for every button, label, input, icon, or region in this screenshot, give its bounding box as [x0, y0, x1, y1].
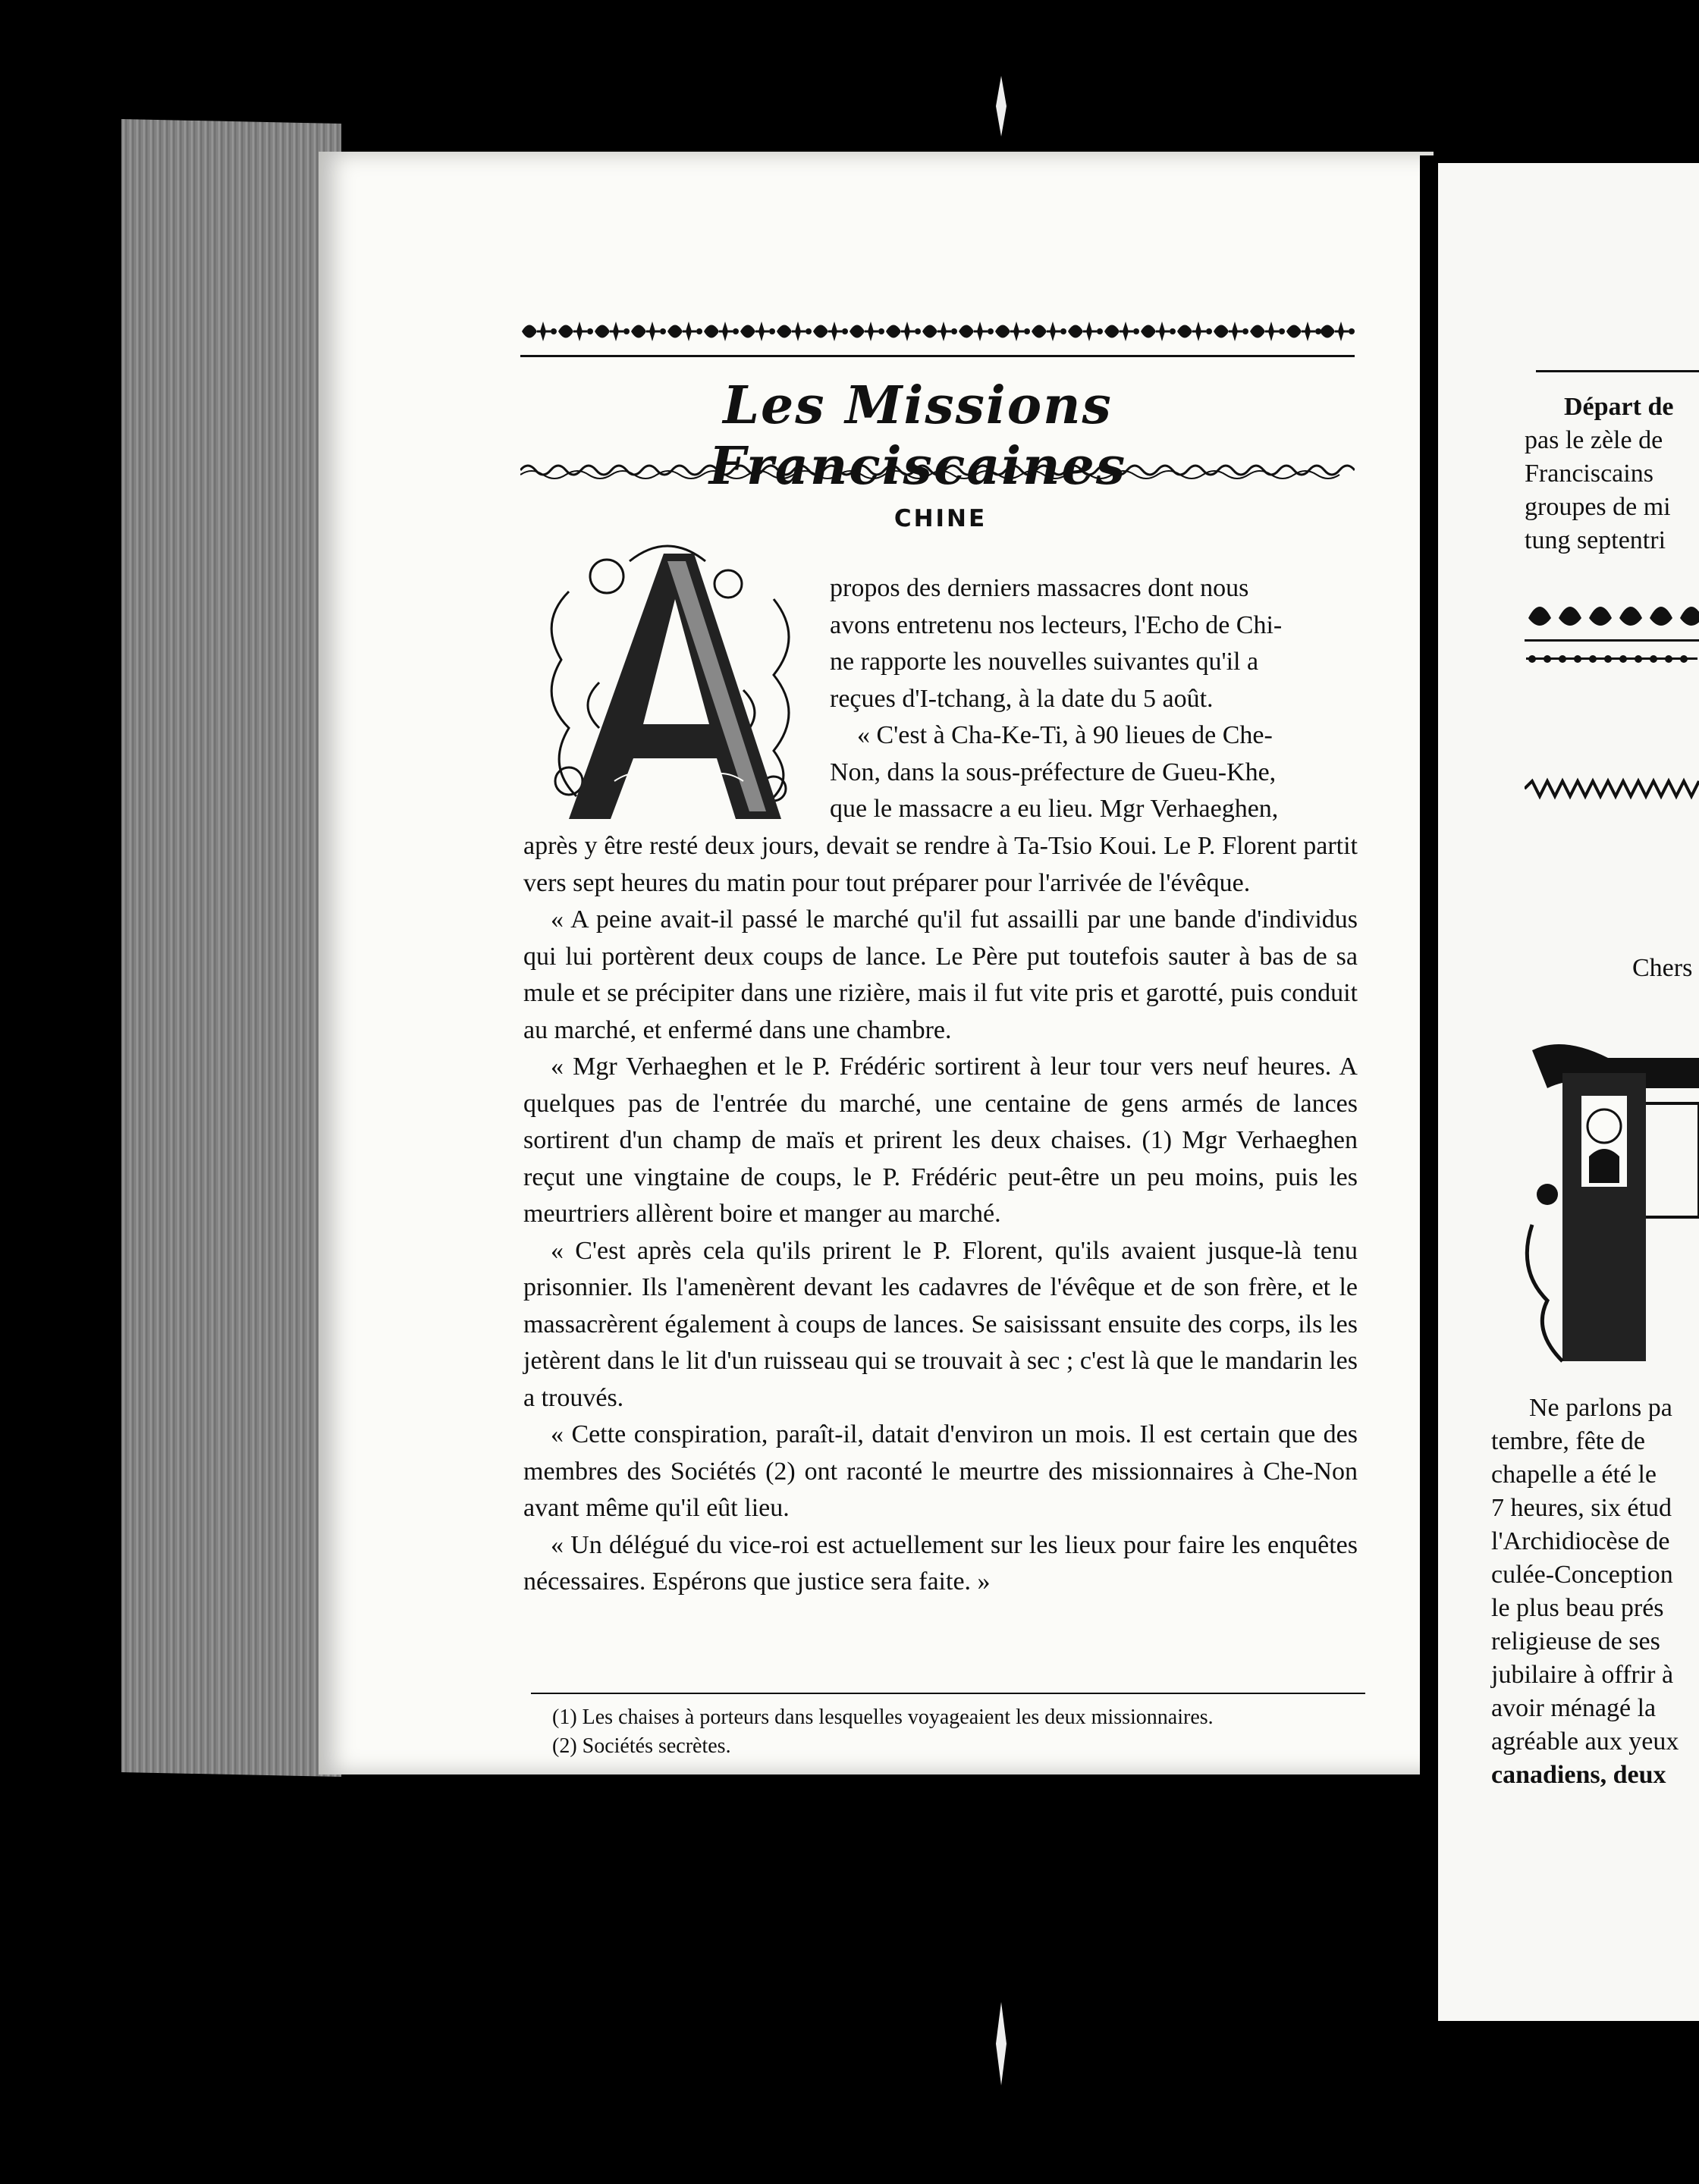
footnote-rule	[531, 1693, 1365, 1694]
text-line: Départ de	[1564, 393, 1674, 421]
text-line: avons entretenu nos lecteurs, l'Echo de Chi-	[830, 610, 1283, 639]
right-page-top-rule	[1536, 370, 1699, 372]
page-edge-stack	[121, 119, 341, 1777]
header-rule	[520, 355, 1355, 357]
right-fleuron-border-icon	[1525, 595, 1699, 686]
right-zigzag-divider-icon	[1525, 777, 1699, 800]
paragraph: après y être resté deux jours, devait se rendre à Ta-Tsio Koui. Le P. Florent partit vers sept heures du matin pour tout préparer pour l'arrivée de l'évêque.	[523, 832, 1358, 897]
book-gutter	[1420, 155, 1438, 1786]
text-line: l'Archidiocèse de	[1491, 1527, 1670, 1555]
illuminated-letter-p	[1517, 1043, 1699, 1392]
paragraph: « A peine avait-il passé le marché qu'il fut assailli par une bande d'individus qui lui portèrent deux coups de lance. Le Père put toutefois sauter à bas de sa mule et se précipiter dans une rizière, mais il fut vite pris et garotté, puis conduit au marché, et enfermé dans une chambre.	[523, 905, 1358, 1044]
text-line: agréable aux yeux	[1491, 1727, 1679, 1756]
text-line: groupes de mi	[1525, 493, 1671, 521]
illuminated-letter-a	[523, 531, 819, 834]
text-line: religieuse de ses	[1491, 1627, 1660, 1655]
film-mark-top	[990, 76, 1013, 136]
fleuron-border-top	[520, 312, 1355, 350]
text-line: pas le zèle de	[1525, 426, 1663, 454]
paragraph: « Cette conspiration, paraît-il, datait d'environ un mois. Il est certain que des membres des Sociétés (2) ont raconté le meurtre des missionnaires à Che-Non avant même qu'il eût lieu.	[523, 1420, 1358, 1522]
text-line: avoir ménagé la	[1491, 1694, 1657, 1722]
footnotes	[552, 1703, 1356, 1761]
footnote: (1) Les chaises à porteurs dans lesquelles voyageaient les deux missionnaires.	[552, 1705, 1214, 1729]
paragraph: « Mgr Verhaeghen et le P. Frédéric sortirent à leur tour vers neuf heures. A quelques pas de l'entrée du marché, une centaine de gens armés de lances sortirent d'un champ de maïs et prirent les deux chaises. (1) Mgr Verhaeghen reçut une vingtaine de coups, le P. Frédéric peut-être un peu moins, puis les meurtriers allèrent boire et manger au marché.	[523, 1053, 1358, 1228]
right-page-top-text	[1525, 391, 1673, 557]
film-mark-bottom	[990, 2002, 1013, 2085]
text-line: chapelle a été le	[1491, 1461, 1657, 1489]
text-line: que le massacre a eu lieu. Mgr Verhaeghen,	[830, 795, 1279, 823]
paragraph: « Un délégué du vice-roi est actuellement sur les lieux pour faire les enquêtes nécessaires. Espérons que justice sera faite. »	[523, 1530, 1358, 1596]
intro-paragraph	[830, 570, 1357, 828]
right-page-bottom-text	[1491, 1392, 1679, 1792]
text-line: Non, dans la sous-préfecture de Gueu-Khe,	[830, 758, 1277, 786]
fleuron-border-icon	[520, 312, 1355, 350]
text-line: propos des derniers massacres dont nous	[830, 574, 1249, 602]
footnote: (2) Sociétés secrètes.	[552, 1734, 731, 1758]
wavy-divider-icon	[520, 455, 1355, 482]
section-heading: CHINE	[893, 505, 988, 532]
text-line: culée-Conception	[1491, 1561, 1673, 1589]
text-line: tembre, fête de	[1491, 1427, 1645, 1455]
text-line: Franciscains	[1525, 460, 1653, 488]
text-line: « C'est à Cha-Ke-Ti, à 90 lieues de Che-	[857, 721, 1273, 749]
text-line: le plus beau prés	[1491, 1594, 1664, 1622]
text-line: jubilaire à offrir à	[1491, 1661, 1674, 1689]
right-greeting: Chers	[1632, 954, 1693, 982]
text-line: 7 heures, six étud	[1491, 1494, 1672, 1522]
page-title: Les Missions Franciscaines	[708, 375, 1127, 497]
text-line: tung septentri	[1525, 526, 1666, 554]
text-line: ne rapporte les nouvelles suivantes qu'il a	[830, 648, 1259, 676]
text-line: Ne parlons pa	[1529, 1394, 1672, 1422]
paragraph: « C'est après cela qu'ils prirent le P. Florent, qu'ils avaient jusque-là tenu prisonnier. Ils l'amenèrent devant les cadavres de l'évêque et de son frère, et le massacrèrent également à coups de lances. Se saisissant ensuite des corps, ils les jetèrent dans le lit d'un ruisseau qui se trouvait à sec ; c'est là que le mandarin les a trouvés.	[523, 1236, 1358, 1412]
text-line: canadiens, deux	[1491, 1761, 1666, 1789]
article-body	[523, 828, 1358, 1601]
text-line: reçues d'I-tchang, à la date du 5 août.	[830, 684, 1214, 713]
